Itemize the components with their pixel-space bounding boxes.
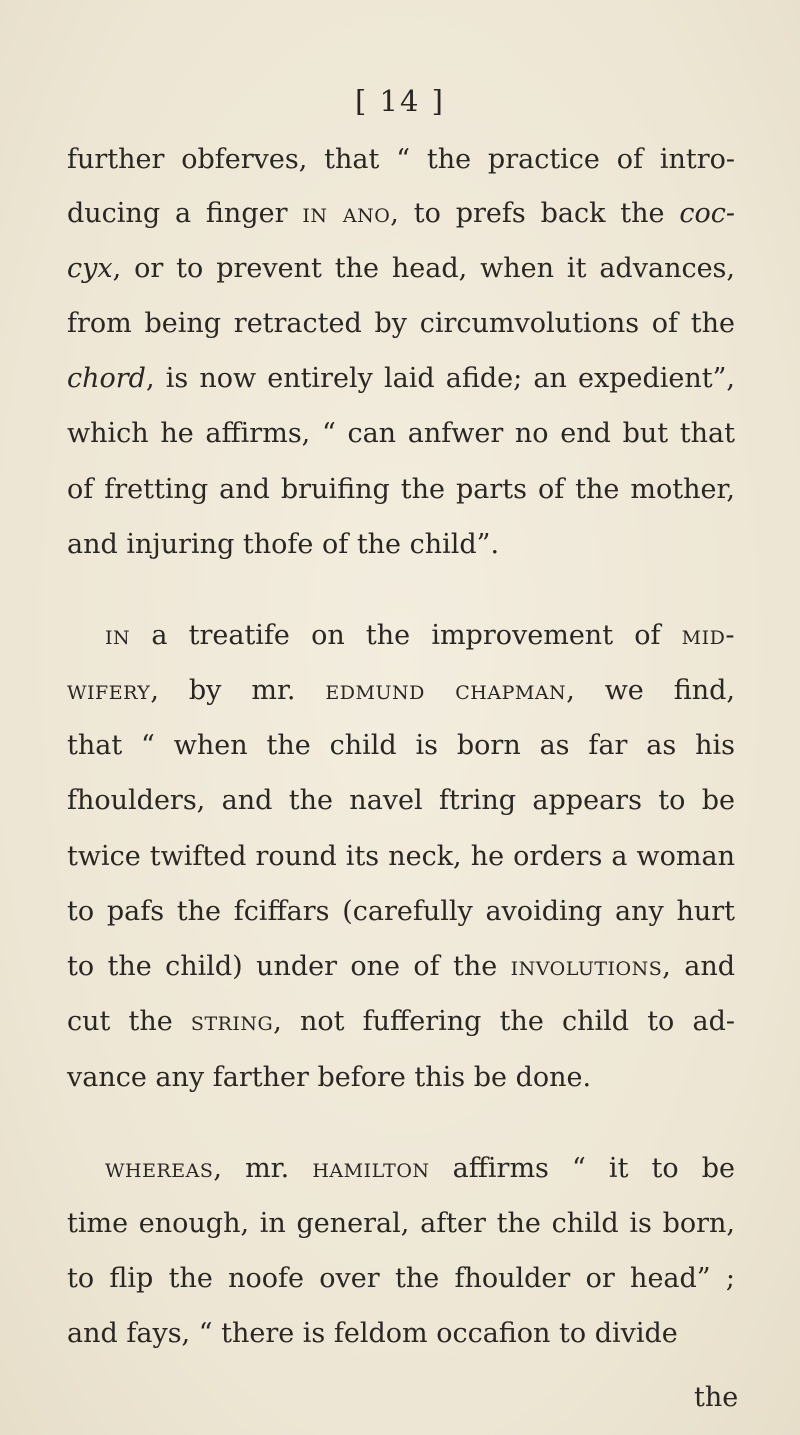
text-line xyxy=(67,255,735,282)
text-segment: involutions xyxy=(510,951,663,982)
text-line xyxy=(67,1008,735,1035)
text-segment: to the child) under one of the xyxy=(67,951,511,982)
text-segment: in xyxy=(105,620,131,651)
text-segment: whereas xyxy=(105,1153,214,1184)
text-segment: affirms “ it to be xyxy=(429,1153,736,1184)
text-segment: vance any farther before this be done. xyxy=(67,1062,592,1093)
text-segment: , not fuffering the child to ad- xyxy=(273,1006,735,1037)
text-line xyxy=(67,1265,735,1292)
text-segment: string xyxy=(190,1006,274,1037)
text-segment: fhoulders, and the navel ftring appears to be xyxy=(67,785,735,816)
text-segment: in ano xyxy=(302,198,391,229)
text-segment: to flip the noofe over the fhoulder or head” ; xyxy=(67,1263,735,1294)
text-segment: twice twifted round its neck, he orders a woman xyxy=(67,841,735,872)
text-segment: which he affirms, “ can anfwer no end but that xyxy=(67,418,735,449)
text-segment: , mr. xyxy=(213,1153,313,1184)
page-number: [ 14 ] xyxy=(355,84,445,118)
text-line xyxy=(67,146,735,173)
text-segment: ducing a finger xyxy=(67,198,303,229)
text-segment: wifery xyxy=(67,675,151,706)
text-line xyxy=(105,622,735,649)
text-segment: mid- xyxy=(681,620,735,651)
text-line xyxy=(67,1320,678,1347)
text-segment: , is now entirely laid afide; an expedient”, xyxy=(145,363,735,394)
text-line xyxy=(67,677,735,704)
text-segment: to pafs the fciffars (carefully avoiding any hurt xyxy=(67,896,735,927)
text-line xyxy=(67,365,735,392)
text-line xyxy=(67,310,735,337)
text-line xyxy=(67,1064,591,1091)
text-segment: time enough, in general, after the child is born, xyxy=(67,1208,735,1239)
text-segment: hamilton xyxy=(312,1153,430,1184)
text-segment: further obferves, that “ the practice of intro- xyxy=(67,144,735,175)
text-segment: , or to prevent the head, when it advances, xyxy=(112,253,735,284)
text-segment: that “ when the child is born as far as his xyxy=(67,730,735,761)
text-segment: cut the xyxy=(67,1006,191,1037)
text-line xyxy=(67,843,735,870)
text-line xyxy=(67,1210,735,1237)
text-segment: edmund chapman xyxy=(325,675,567,706)
text-segment: , and xyxy=(662,951,735,982)
text-segment: chord xyxy=(67,363,146,394)
text-line xyxy=(67,476,735,503)
text-segment: , to prefs back the xyxy=(390,198,680,229)
text-segment: and injuring thofe of the child”. xyxy=(67,529,500,560)
text-segment: and fays, “ there is feldom occafion to divide xyxy=(67,1318,678,1349)
text-line xyxy=(67,200,735,227)
text-segment: cyx xyxy=(67,253,113,284)
text-line xyxy=(67,898,735,925)
text-line xyxy=(67,732,735,759)
text-segment: , by mr. xyxy=(150,675,326,706)
text-segment: from being retracted by circumvolutions of the xyxy=(67,308,735,339)
text-line xyxy=(67,953,735,980)
text-line xyxy=(105,1155,735,1182)
text-line xyxy=(67,531,499,558)
text-line xyxy=(67,787,735,814)
text-segment: of fretting and bruifing the parts of the mother, xyxy=(67,474,735,505)
text-segment: coc- xyxy=(679,198,736,229)
catchword: the xyxy=(694,1382,739,1413)
text-line xyxy=(67,420,735,447)
text-segment: , we find, xyxy=(566,675,735,706)
text-segment: a treatife on the improvement of xyxy=(130,620,682,651)
